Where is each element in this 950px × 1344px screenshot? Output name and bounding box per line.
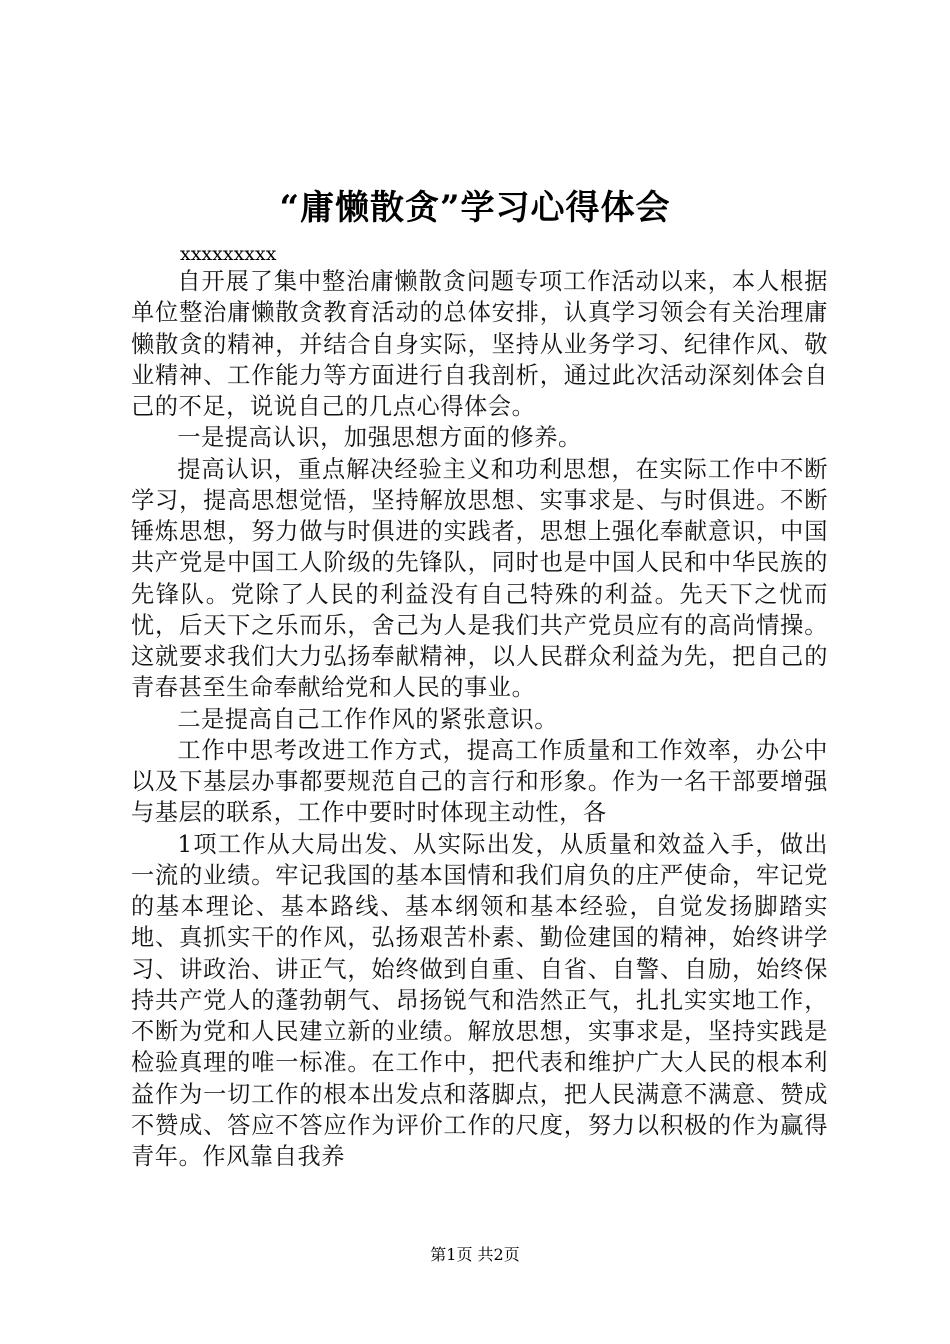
paragraph: 工作中思考改进工作方式，提高工作质量和工作效率，办公中以及下基层办事都要规范自己的言行和形象。作为一名干部要增强与基层的联系，工作中要时时体现主动性，各	[131, 736, 828, 827]
page-number-footer: 第1页 共2页	[430, 1245, 520, 1264]
author-name: xxxxxxxxx	[180, 243, 277, 265]
paragraph: 1项工作从大局出发、从实际出发，从质量和效益入手，做出一流的业绩。牢记我国的基本国情和我们肩负的庄严使命，牢记党的基本理论、基本路线、基本纲领和基本经验，自觉发扬脚踏实地、真抓实干的作风，弘扬艰苦朴素、勤俭建国的精神，始终讲学习、讲政治、讲正气，始终做到自重、自省、自警、自励，始终保持共产党人的蓬勃朝气、昂扬锐气和浩然正气，扎扎实实地工作，不断为党和人民建立新的业绩。解放思想，实事求是，坚持实践是检验真理的唯一标准。在工作中，把代表和维护广大人民的根本利益作为一切工作的根本出发点和落脚点，把人民满意不满意、赞成不赞成、答应不答应作为评价工作的尺度，努力以积极的作为赢得青年。作风靠自我养	[131, 830, 828, 1170]
section-heading: 一是提高认识，加强思想方面的修养。	[177, 424, 582, 452]
section-heading: 二是提高自己工作作风的紧张意识。	[177, 705, 558, 733]
document-body	[131, 266, 828, 1172]
paragraph: 提高认识，重点解决经验主义和功利思想，在实际工作中不断学习，提高思想觉悟，坚持解放思想、实事求是、与时俱进。不断锤炼思想，努力做与时俱进的实践者，思想上强化奉献意识，中国共产党是中国工人阶级的先锋队，同时也是中国人民和中华民族的先锋队。党除了人民的利益没有自己特殊的利益。先天下之忧而忧，后天下之乐而乐，舍己为人是我们共产党员应有的高尚情操。这就要求我们大力弘扬奉献精神，以人民群众利益为先，把自己的青春甚至生命奉献给党和人民的事业。	[131, 455, 828, 702]
paragraph: 自开展了集中整治庸懒散贪问题专项工作活动以来，本人根据单位整治庸懒散贪教育活动的总体安排，认真学习领会有关治理庸懒散贪的精神，并结合自身实际，坚持从业务学习、纪律作风、敬业精神、工作能力等方面进行自我剖析，通过此次活动深刻体会自己的不足，说说自己的几点心得体会。	[131, 268, 828, 420]
document-title: “庸懒散贪”学习心得体会	[279, 188, 671, 228]
